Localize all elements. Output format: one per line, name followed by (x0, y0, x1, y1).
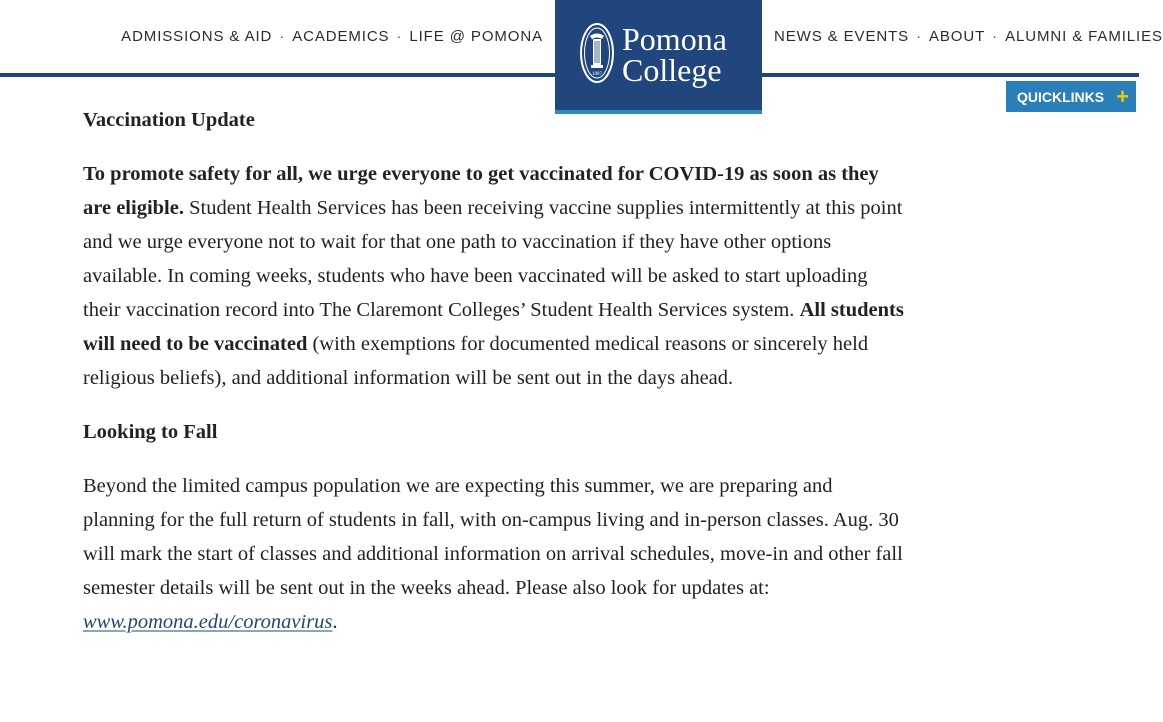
section-heading-vaccination: Vaccination Update (83, 109, 255, 131)
fall-text-end: . (332, 611, 338, 633)
vaccination-text-b: (with exemptions for documented medical reasons or sincerely held religious beliefs), and additional information will be sent out in the days ahead. (83, 333, 869, 389)
primary-nav-left (121, 28, 543, 45)
primary-nav-right (774, 28, 1163, 45)
quicklinks-button[interactable] (1006, 81, 1136, 112)
fall-paragraph (83, 469, 905, 639)
nav-admissions-aid[interactable]: ADMISSIONS & AID (121, 28, 273, 45)
logo-line-college: College (622, 52, 722, 88)
pomona-college-logo[interactable] (555, 0, 762, 114)
quicklinks-label: QUICKLINKS (1017, 88, 1105, 105)
nav-alumni-families[interactable]: ALUMNI & FAMILIES (1005, 28, 1163, 45)
coronavirus-link[interactable]: www.pomona.edu/coronavirus (83, 611, 333, 633)
nav-news-events[interactable]: NEWS & EVENTS (774, 28, 910, 45)
college-seal-icon (579, 22, 615, 84)
nav-separator: · (992, 28, 999, 45)
nav-separator: · (279, 28, 286, 45)
plus-icon: + (1116, 83, 1129, 109)
nav-about[interactable]: ABOUT (928, 28, 986, 45)
seal-year: 1887 (592, 72, 602, 77)
nav-separator: · (916, 28, 922, 45)
nav-life-at-pomona[interactable]: LIFE @ POMONA (409, 28, 543, 45)
vaccination-requirement: All students will need to be vaccinated (83, 299, 904, 355)
vaccination-lead: To promote safety for all, we urge everyone to get vaccinated for COVID-19 as soon as they are eligible. (83, 163, 879, 219)
vaccination-paragraph (83, 157, 905, 395)
section-heading-fall: Looking to Fall (83, 421, 218, 443)
logo-line-pomona: Pomona (622, 21, 727, 57)
nav-separator: · (396, 28, 403, 45)
logo-wordmark (622, 21, 727, 88)
vaccination-text-a: Student Health Services has been receiving vaccine supplies intermittently at this point and we urge everyone not to wait for that one path to vaccination if they have other options available. In coming weeks, students who have been vaccinated will be asked to start uploading their vaccination record into The Claremont Colleges’ Student Health Services system. (83, 197, 903, 321)
fall-text: Beyond the limited campus population we are expecting this summer, we are preparing and planning for the full return of students in fall, with on-campus living and in-person classes. Aug. 30 will mark the start of classes and additional information on arrival schedules, move-in and other fall semester details will be sent out in the weeks ahead. Please also look for updates at: (83, 475, 903, 599)
nav-academics[interactable]: ACADEMICS (292, 28, 390, 45)
article-body (83, 103, 905, 659)
